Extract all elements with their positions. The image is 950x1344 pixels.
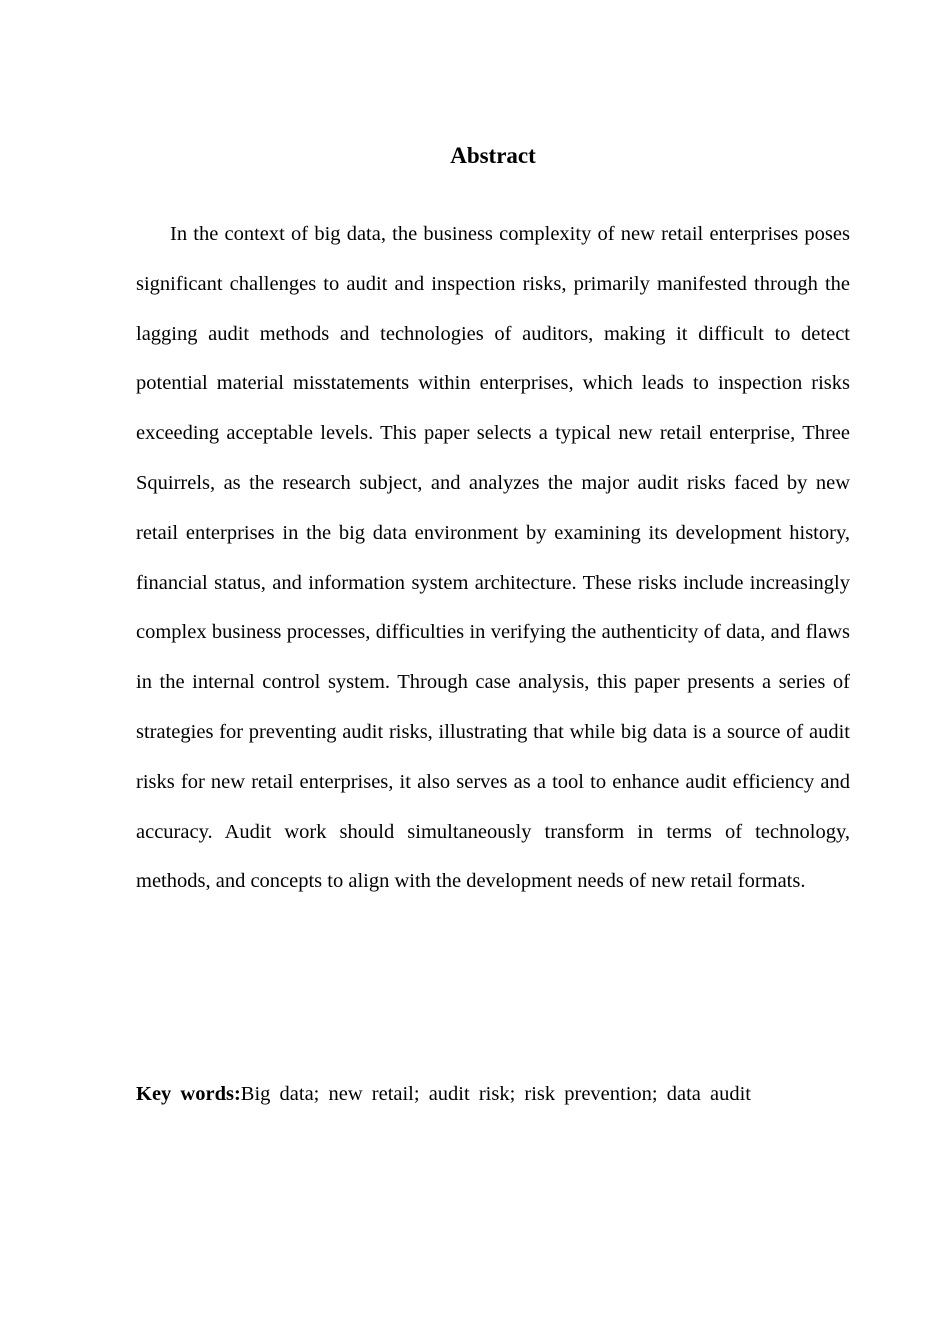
abstract-title: Abstract bbox=[450, 143, 536, 168]
keywords-line bbox=[136, 1074, 850, 1114]
keywords-list: Big data; new retail; audit risk; risk prevention; data audit bbox=[240, 1083, 752, 1105]
keywords-label: Key words: bbox=[136, 1083, 241, 1105]
abstract-body: In the context of big data, the business complexity of new retail enterprises poses significant challenges to audit and inspection risks, primarily manifested through the lagging audit methods and technologies of auditors, making it difficult to detect potential material misstatements within enterprises, which leads to inspection risks exceeding acceptable levels. This paper selects a typical new retail enterprise, Three Squirrels, as the research subject, and analyzes the major audit risks faced by new retail enterprises in the big data environment by examining its development history, financial status, and information system architecture. These risks include increasingly complex business processes, difficulties in verifying the authenticity of data, and flaws in the internal control system. Through case analysis, this paper presents a series of strategies for preventing audit risks, illustrating that while big data is a source of audit risks for new retail enterprises, it also serves as a tool to enhance audit efficiency and accuracy. Audit work should simultaneously transform in terms of technology, methods, and concepts to align with the development needs of new retail formats. bbox=[136, 223, 850, 893]
